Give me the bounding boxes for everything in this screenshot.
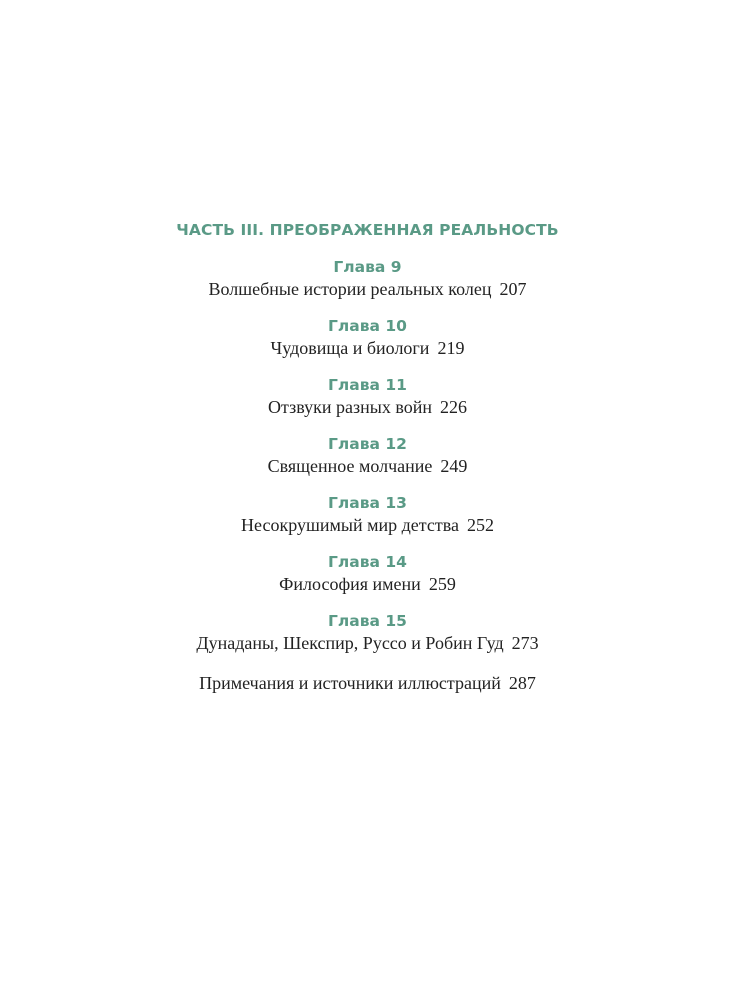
chapter-title bbox=[0, 337, 735, 359]
page-number: 287 bbox=[508, 673, 536, 693]
toc-entry-chapter-10 bbox=[0, 315, 735, 359]
chapter-title bbox=[0, 514, 735, 536]
page-number: 273 bbox=[511, 633, 539, 653]
chapter-title-text: Дунаданы, Шекспир, Руссо и Робин Гуд bbox=[196, 633, 504, 653]
chapter-label: Глава 14 bbox=[328, 553, 407, 571]
chapter-label: Глава 12 bbox=[328, 435, 407, 453]
chapter-title bbox=[0, 632, 735, 654]
chapter-title-text: Философия имени bbox=[279, 574, 421, 594]
chapter-title-text: Чудовища и биологи bbox=[270, 338, 430, 358]
toc-entry-appendix bbox=[0, 672, 735, 694]
page-number: 219 bbox=[437, 338, 465, 358]
page-number: 252 bbox=[466, 515, 494, 535]
chapter-title-text: Священное молчание bbox=[267, 456, 433, 476]
toc-entry-chapter-14 bbox=[0, 551, 735, 595]
toc-entry-chapter-11 bbox=[0, 374, 735, 418]
chapter-title-text: Несокрушимый мир детства bbox=[241, 515, 459, 535]
page-number: 226 bbox=[439, 397, 467, 417]
chapter-title bbox=[0, 278, 735, 300]
chapter-title-text: Отзвуки разных войн bbox=[268, 397, 432, 417]
appendix-title-text: Примечания и источники иллюстраций bbox=[199, 673, 501, 693]
toc-entry-chapter-13 bbox=[0, 492, 735, 536]
chapter-label: Глава 13 bbox=[328, 494, 407, 512]
chapter-title-text: Волшебные истории реальных колец bbox=[208, 279, 492, 299]
part-title: ЧАСТЬ III. ПРЕОБРАЖЕННАЯ РЕАЛЬНОСТЬ bbox=[176, 221, 559, 239]
chapter-title bbox=[0, 396, 735, 418]
chapter-label: Глава 10 bbox=[328, 317, 407, 335]
toc-entry-chapter-15 bbox=[0, 610, 735, 654]
appendix-title bbox=[0, 672, 735, 694]
chapter-label: Глава 11 bbox=[328, 376, 407, 394]
chapter-title bbox=[0, 455, 735, 477]
page-number: 249 bbox=[440, 456, 468, 476]
chapter-label: Глава 9 bbox=[333, 258, 402, 276]
page-number: 259 bbox=[428, 574, 456, 594]
toc-entry-chapter-12 bbox=[0, 433, 735, 477]
chapter-label: Глава 15 bbox=[328, 612, 407, 630]
chapter-title bbox=[0, 573, 735, 595]
toc-entry-chapter-9 bbox=[0, 256, 735, 300]
page-number: 207 bbox=[499, 279, 527, 299]
